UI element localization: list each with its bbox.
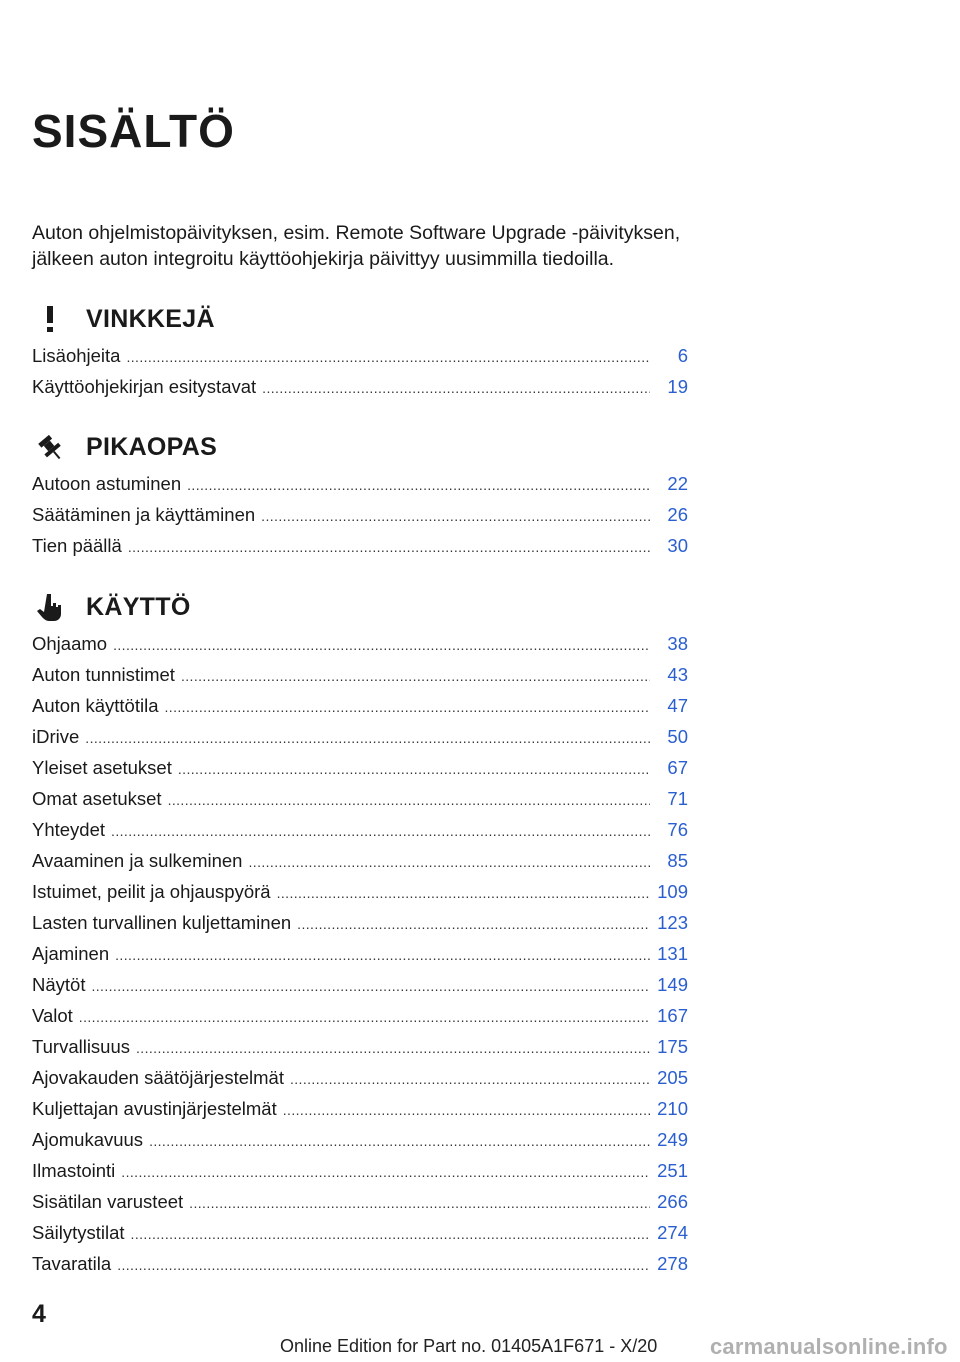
toc-entry[interactable] (32, 690, 688, 721)
section-title: KÄYTTÖ (86, 593, 191, 621)
toc-entry-page[interactable]: 22 (667, 473, 688, 494)
toc-entry[interactable] (32, 371, 688, 402)
toc-entry[interactable] (32, 340, 688, 371)
toc-entry[interactable] (32, 530, 688, 561)
leader-dots (91, 971, 650, 1002)
leader-dots (262, 373, 650, 404)
page-title: SISÄLTÖ (32, 105, 235, 157)
toc-entry-page[interactable]: 149 (657, 974, 688, 995)
toc-entry-label: Lasten turvallinen kuljettaminen (32, 912, 292, 933)
toc-entry[interactable] (32, 1031, 688, 1062)
toc-entry-label: Sisätilan varusteet (32, 1191, 184, 1212)
leader-dots (128, 532, 650, 563)
toc-entry[interactable] (32, 659, 688, 690)
leader-dots (283, 1095, 650, 1126)
toc-entry-page[interactable]: 167 (657, 1005, 688, 1026)
section-header (32, 592, 688, 622)
toc-entry-label: Säilytystilat (32, 1222, 125, 1243)
toc-entry-label: Säätäminen ja käyttäminen (32, 504, 256, 525)
leader-dots (181, 661, 650, 692)
toc-entry[interactable] (32, 1000, 688, 1031)
toc-entry-page[interactable]: 71 (667, 788, 688, 809)
intro-text: Auton ohjelmistopäivityksen, esim. Remote Software Upgrade -päivityksen, jälkeen auton integroitu käyttöohjekirja päivittyy uusimmilla tiedoilla. (32, 222, 681, 270)
toc-entry-label: Autoon astuminen (32, 473, 182, 494)
toc-entry-page[interactable]: 109 (657, 881, 688, 902)
section-title: VINKKEJÄ (86, 305, 215, 333)
leader-dots (113, 630, 650, 661)
toc-entry-label: Lisäohjeita (32, 345, 121, 366)
toc-entry-label: Auton tunnistimet (32, 664, 175, 685)
leader-dots (117, 1250, 650, 1281)
toc-entry-label: Ilmastointi (32, 1160, 116, 1181)
toc-entry[interactable] (32, 876, 688, 907)
toc-entry-page[interactable]: 19 (667, 376, 688, 397)
leader-dots (189, 1188, 650, 1219)
leader-dots (187, 470, 650, 501)
toc-entry-label: Turvallisuus (32, 1036, 131, 1057)
toc-entry-label: Näytöt (32, 974, 86, 995)
toc-entry-label: Omat asetukset (32, 788, 162, 809)
leader-dots (79, 1002, 650, 1033)
toc-entry[interactable] (32, 499, 688, 530)
toc-entry[interactable] (32, 783, 688, 814)
toc-entry-page[interactable]: 205 (657, 1067, 688, 1088)
section-title: PIKAOPAS (86, 433, 218, 461)
toc-entry[interactable] (32, 1155, 688, 1186)
toc-entry[interactable] (32, 628, 688, 659)
toc-entries (32, 628, 688, 1279)
toc-entry[interactable] (32, 1093, 688, 1124)
toc-entry-label: Auton käyttötila (32, 695, 159, 716)
leader-dots (168, 785, 650, 816)
toc-entry[interactable] (32, 752, 688, 783)
leader-dots (111, 816, 650, 847)
toc-entry-page[interactable]: 266 (657, 1191, 688, 1212)
toc-entry-page[interactable]: 85 (667, 850, 688, 871)
toc-entry-page[interactable]: 123 (657, 912, 688, 933)
leader-dots (178, 754, 650, 785)
toc-entry-label: Yleiset asetukset (32, 757, 172, 778)
leader-dots (290, 1064, 650, 1095)
toc-entry[interactable] (32, 1186, 688, 1217)
toc-entry-page[interactable]: 43 (667, 664, 688, 685)
toc-entry[interactable] (32, 907, 688, 938)
toc-entry-label: iDrive (32, 726, 80, 747)
toc-entry-label: Istuimet, peilit ja ohjauspyörä (32, 881, 271, 902)
footer (280, 1334, 960, 1362)
toc-entry[interactable] (32, 1217, 688, 1248)
toc-entry-page[interactable]: 6 (677, 345, 688, 366)
section-header (32, 304, 688, 334)
toc-section-pikaopas (32, 432, 688, 561)
toc-entry[interactable] (32, 1062, 688, 1093)
toc-entry-label: Tavaratila (32, 1253, 112, 1274)
toc-entry[interactable] (32, 721, 688, 752)
toc-entry-page[interactable]: 175 (657, 1036, 688, 1057)
leader-dots (149, 1126, 650, 1157)
toc-entry[interactable] (32, 1248, 688, 1279)
toc-entry-page[interactable]: 67 (667, 757, 688, 778)
exclamation-icon (32, 304, 68, 334)
toc-entry-page[interactable]: 251 (657, 1160, 688, 1181)
toc-entry-label: Ohjaamo (32, 633, 108, 654)
toc-entry-page[interactable]: 26 (667, 504, 688, 525)
toc-section-kaytto (32, 592, 688, 1279)
toc-entry-page[interactable]: 47 (667, 695, 688, 716)
toc-entry-page[interactable]: 278 (657, 1253, 688, 1274)
pin-icon (32, 432, 68, 462)
leader-dots (131, 1219, 650, 1250)
toc-entry-label: Ajovakauden säätöjärjestelmät (32, 1067, 284, 1088)
leader-dots (136, 1033, 650, 1064)
leader-dots (297, 909, 650, 940)
section-header (32, 432, 688, 462)
page-number: 4 (32, 1300, 46, 1328)
toc-entries (32, 468, 688, 561)
watermark: carmanualsonline.info (710, 1334, 948, 1359)
leader-dots (277, 878, 650, 909)
toc-entry-page[interactable]: 131 (657, 943, 688, 964)
toc-entry[interactable] (32, 468, 688, 499)
toc-entry-page[interactable]: 30 (667, 535, 688, 556)
toc-entry[interactable] (32, 1124, 688, 1155)
leader-dots (261, 501, 650, 532)
toc-entry[interactable] (32, 938, 688, 969)
toc-entry[interactable] (32, 969, 688, 1000)
toc-entry-label: Yhteydet (32, 819, 106, 840)
toc-entry-label: Ajomukavuus (32, 1129, 144, 1150)
toc-entry-page[interactable]: 249 (657, 1129, 688, 1150)
leader-dots (115, 940, 650, 971)
toc-entry-page[interactable]: 38 (667, 633, 688, 654)
toc-entry-page[interactable]: 76 (667, 819, 688, 840)
toc-entry-label: Avaaminen ja sulkeminen (32, 850, 243, 871)
toc-entry-page[interactable]: 210 (657, 1098, 688, 1119)
edition-text: Online Edition for Part no. 01405A1F671 - X/20 (280, 1336, 658, 1356)
toc-entry-label: Kuljettajan avustinjärjestelmät (32, 1098, 277, 1119)
toc-entry[interactable] (32, 814, 688, 845)
leader-dots (126, 342, 650, 373)
leader-dots (165, 692, 651, 723)
toc-entry-page[interactable]: 274 (657, 1222, 688, 1243)
toc-entry-page[interactable]: 50 (667, 726, 688, 747)
toc-entry-label: Käyttöohjekirjan esitystavat (32, 376, 257, 397)
toc-entries (32, 340, 688, 402)
toc-entry-label: Ajaminen (32, 943, 110, 964)
leader-dots (121, 1157, 650, 1188)
leader-dots (248, 847, 650, 878)
toc-entry[interactable] (32, 845, 688, 876)
toc-entry-label: Valot (32, 1005, 73, 1026)
leader-dots (85, 723, 650, 754)
toc-entry-label: Tien päällä (32, 535, 122, 556)
pointing-hand-icon (32, 592, 68, 622)
toc-section-vinkkeja (32, 304, 688, 402)
